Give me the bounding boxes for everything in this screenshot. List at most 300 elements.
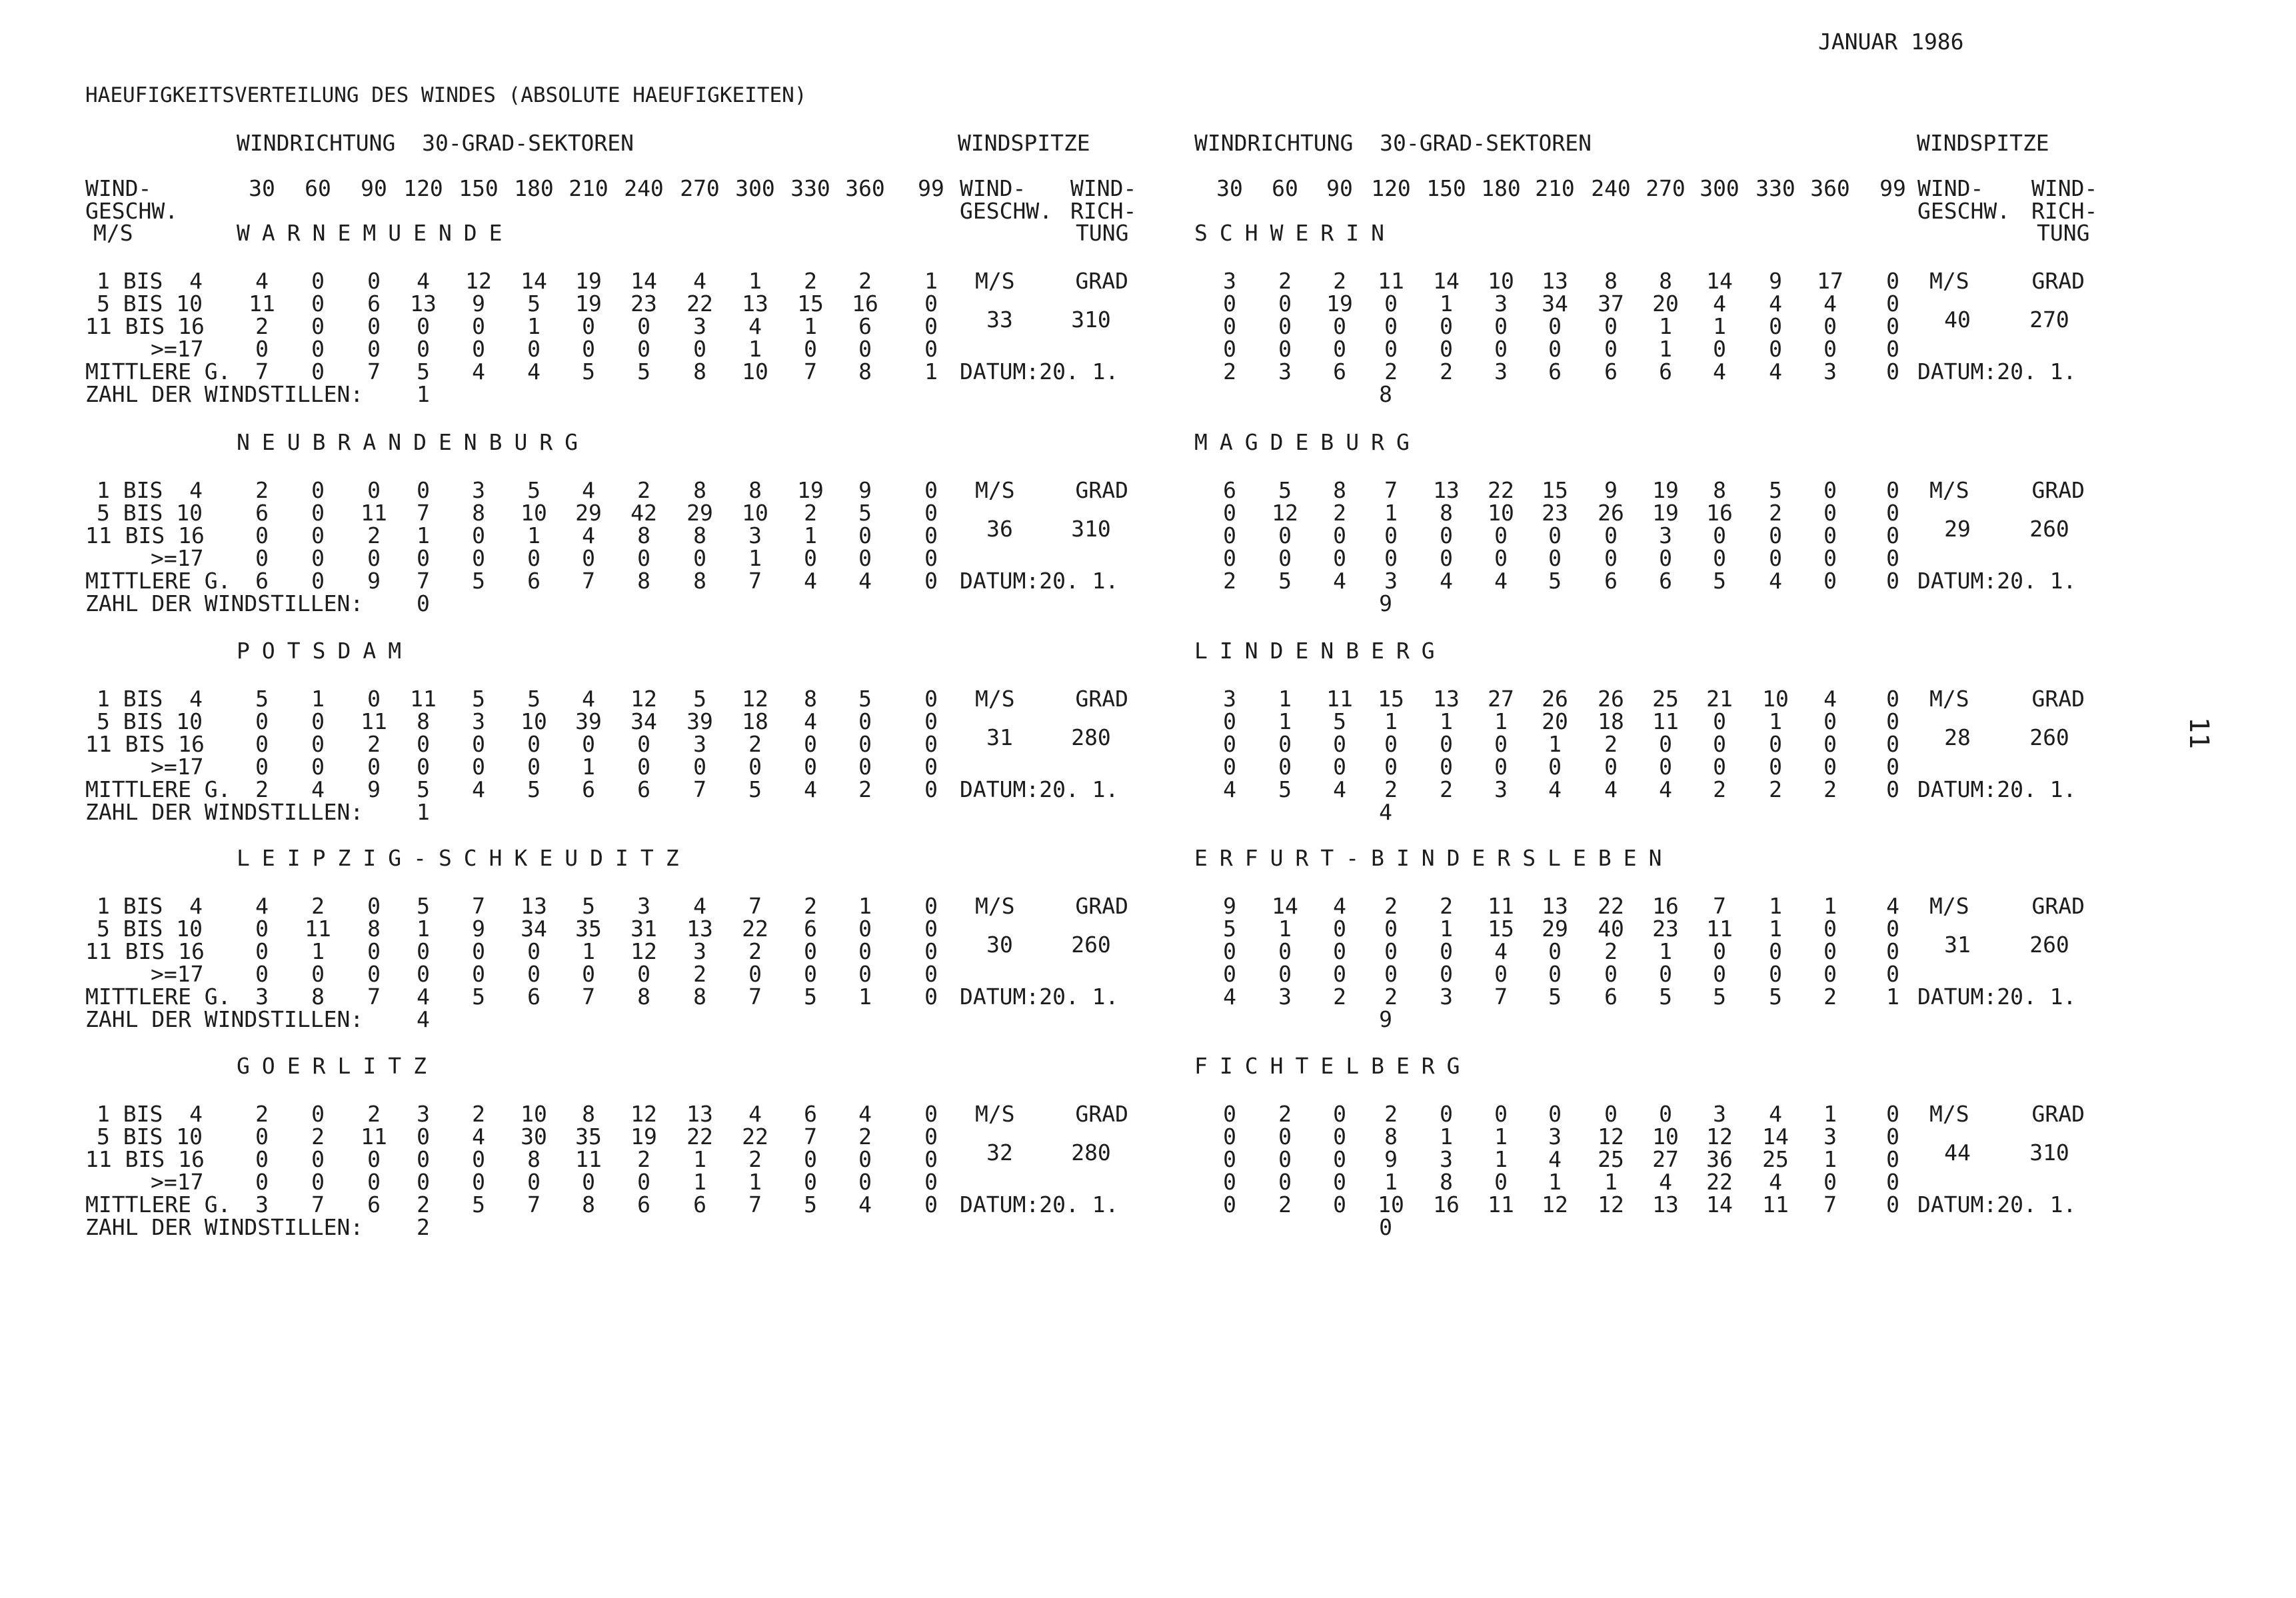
- table-cell: 14: [1706, 268, 1733, 294]
- table-cell: 0: [1713, 336, 1726, 362]
- table-cell: 0: [1333, 1169, 1346, 1195]
- table-cell: 11: [305, 916, 331, 942]
- spitze-grad-value: 260: [1071, 932, 1111, 958]
- table-cell: 0: [582, 1169, 595, 1195]
- table-cell: 0: [1278, 545, 1292, 571]
- mittlere-cell: 0: [1223, 1192, 1236, 1217]
- mittlere-cell: 4: [1769, 568, 1782, 594]
- table-cell: 9: [1384, 1146, 1398, 1172]
- table-cell: 0: [311, 708, 325, 734]
- table-cell: 1: [1659, 313, 1672, 339]
- spitze-ms-value: 31: [1944, 932, 1971, 958]
- table-cell: 1: [1278, 708, 1292, 734]
- mittlere-cell: 16: [1433, 1192, 1460, 1217]
- table-cell: 0: [1823, 961, 1837, 987]
- table-cell: 8: [1333, 477, 1346, 503]
- table-cell: 8: [1440, 1169, 1453, 1195]
- table-cell: 0: [1278, 291, 1292, 317]
- table-cell: 12: [1272, 500, 1298, 526]
- table-cell: 25: [1598, 1146, 1624, 1172]
- row-label: 5 BIS 10: [97, 916, 203, 942]
- table-cell: 19: [1652, 477, 1679, 503]
- table-cell: 0: [417, 938, 430, 964]
- mittlere-cell: 1: [924, 359, 938, 385]
- sector-header: 240: [1591, 175, 1631, 201]
- table-cell: 2: [1333, 500, 1346, 526]
- table-cell: 0: [1548, 313, 1562, 339]
- table-cell: 0: [1384, 522, 1398, 548]
- table-cell: 0: [693, 336, 706, 362]
- spitze-datum: DATUM:20. 1.: [1917, 1192, 2077, 1217]
- spitze-unit-ms: M/S: [1929, 268, 1969, 294]
- table-cell: 2: [858, 1124, 872, 1150]
- mittlere-cell: 5: [1548, 568, 1562, 594]
- mittlere-cell: 6: [367, 1192, 381, 1217]
- table-cell: 0: [1278, 1146, 1292, 1172]
- table-cell: 0: [1713, 754, 1726, 780]
- spitze-unit-ms: M/S: [975, 686, 1015, 712]
- mittlere-cell: 2: [1823, 984, 1837, 1010]
- table-cell: 7: [748, 893, 762, 919]
- station-name: SCHWERIN: [1194, 220, 1396, 246]
- table-cell: 19: [630, 1124, 657, 1150]
- table-cell: 11: [1706, 916, 1733, 942]
- table-cell: 0: [527, 754, 541, 780]
- spitze-unit-ms: M/S: [1929, 893, 1969, 919]
- table-cell: 0: [1604, 754, 1618, 780]
- table-cell: 0: [1333, 916, 1346, 942]
- table-cell: 4: [472, 1124, 485, 1150]
- header-windrichtung: WINDRICHTUNG 30-GRAD-SEKTOREN: [237, 130, 634, 156]
- table-cell: 4: [693, 268, 706, 294]
- mittlere-cell: 2: [1769, 776, 1782, 802]
- sector-header: 240: [624, 175, 664, 201]
- table-cell: 0: [1494, 731, 1508, 757]
- table-cell: 11: [1488, 893, 1514, 919]
- table-cell: 1: [1713, 313, 1726, 339]
- table-cell: 0: [1494, 754, 1508, 780]
- mittlere-cell: 7: [527, 1192, 541, 1217]
- table-cell: 11: [410, 686, 437, 712]
- windstillen-value: 8: [1379, 381, 1392, 407]
- table-cell: 0: [1223, 938, 1236, 964]
- table-cell: 0: [1440, 731, 1453, 757]
- table-cell: 3: [1223, 686, 1236, 712]
- table-cell: 12: [1598, 1124, 1624, 1150]
- windstillen-value: 9: [1379, 1006, 1392, 1032]
- sector-header: 360: [1810, 175, 1850, 201]
- mittlere-cell: 6: [637, 1192, 650, 1217]
- table-cell: 0: [1223, 522, 1236, 548]
- table-cell: 14: [1272, 893, 1298, 919]
- table-cell: 34: [521, 916, 547, 942]
- table-cell: 11: [249, 291, 275, 317]
- table-cell: 2: [804, 268, 817, 294]
- table-cell: 0: [255, 916, 269, 942]
- mittlere-cell: 5: [804, 984, 817, 1010]
- table-cell: 0: [1886, 916, 1899, 942]
- table-cell: 1: [1769, 708, 1782, 734]
- table-cell: 0: [1886, 708, 1899, 734]
- mittlere-cell: 4: [858, 568, 872, 594]
- table-cell: 8: [1659, 268, 1672, 294]
- table-cell: 0: [367, 545, 381, 571]
- table-cell: 0: [1886, 268, 1899, 294]
- table-cell: 0: [255, 731, 269, 757]
- table-cell: 0: [311, 313, 325, 339]
- table-cell: 0: [1333, 1101, 1346, 1127]
- spitze-ms-value: 33: [986, 307, 1013, 333]
- sector-header: 210: [1535, 175, 1575, 201]
- table-cell: 1: [527, 313, 541, 339]
- table-cell: 3: [1713, 1101, 1726, 1127]
- spitze-grad-value: 310: [2029, 1140, 2069, 1166]
- mittlere-cell: 4: [1604, 776, 1618, 802]
- table-cell: 0: [1223, 1101, 1236, 1127]
- table-cell: 0: [804, 938, 817, 964]
- table-cell: 0: [1823, 522, 1837, 548]
- table-cell: 1: [417, 916, 430, 942]
- table-cell: 0: [858, 754, 872, 780]
- table-cell: 36: [1706, 1146, 1733, 1172]
- mittlere-cell: 0: [311, 359, 325, 385]
- table-cell: 2: [367, 731, 381, 757]
- spitze-unit-grad: GRAD: [1075, 1101, 1128, 1127]
- mittlere-cell: 5: [748, 776, 762, 802]
- spitze-ms-value: 32: [986, 1140, 1013, 1166]
- mittlere-cell: 4: [1713, 359, 1726, 385]
- table-cell: 0: [924, 477, 938, 503]
- mittlere-cell: 0: [924, 984, 938, 1010]
- table-cell: 0: [472, 754, 485, 780]
- table-cell: 0: [1823, 754, 1837, 780]
- table-cell: 16: [1652, 893, 1679, 919]
- header-spitze-richtung: WIND-: [1070, 175, 1137, 201]
- table-cell: 17: [1817, 268, 1843, 294]
- table-cell: 0: [1769, 961, 1782, 987]
- table-cell: 12: [1706, 1124, 1733, 1150]
- table-cell: 0: [637, 313, 650, 339]
- table-cell: 2: [255, 313, 269, 339]
- mittlere-cell: 3: [1494, 776, 1508, 802]
- table-cell: 4: [1769, 1101, 1782, 1127]
- mittlere-cell: 7: [748, 568, 762, 594]
- table-cell: 8: [1604, 268, 1618, 294]
- table-cell: 8: [637, 522, 650, 548]
- table-cell: 0: [924, 522, 938, 548]
- table-cell: 1: [1823, 893, 1837, 919]
- sector-header: 90: [1326, 175, 1353, 201]
- table-cell: 0: [255, 961, 269, 987]
- table-cell: 0: [1278, 313, 1292, 339]
- table-cell: 4: [858, 1101, 872, 1127]
- sector-header: 360: [845, 175, 885, 201]
- table-cell: 8: [693, 477, 706, 503]
- table-cell: 14: [1433, 268, 1460, 294]
- table-cell: 0: [527, 336, 541, 362]
- table-cell: 0: [858, 938, 872, 964]
- row-label: 1 BIS 4: [97, 1101, 203, 1127]
- mittlere-cell: 2: [1333, 984, 1346, 1010]
- table-cell: 0: [924, 686, 938, 712]
- table-cell: 2: [1278, 268, 1292, 294]
- table-cell: 1: [582, 938, 595, 964]
- header-spitze-richtung: RICH-: [2031, 198, 2098, 224]
- table-cell: 8: [693, 522, 706, 548]
- table-cell: 0: [1494, 545, 1508, 571]
- table-cell: 0: [1823, 1169, 1837, 1195]
- table-cell: 0: [417, 313, 430, 339]
- table-cell: 34: [630, 708, 657, 734]
- mittlere-cell: 11: [1762, 1192, 1789, 1217]
- table-cell: 1: [527, 522, 541, 548]
- page-number: 11: [2183, 716, 2215, 750]
- table-cell: 14: [521, 268, 547, 294]
- table-cell: 29: [686, 500, 713, 526]
- table-cell: 1: [1823, 1101, 1837, 1127]
- table-cell: 2: [804, 893, 817, 919]
- table-cell: 42: [630, 500, 657, 526]
- table-cell: 0: [1886, 313, 1899, 339]
- mittlere-cell: 4: [1494, 568, 1508, 594]
- mittlere-cell: 7: [255, 359, 269, 385]
- table-cell: 4: [804, 708, 817, 734]
- table-cell: 3: [637, 893, 650, 919]
- table-cell: 0: [1713, 938, 1726, 964]
- mittlere-cell: 0: [1886, 776, 1899, 802]
- table-cell: 26: [1542, 686, 1568, 712]
- sector-header: 330: [790, 175, 830, 201]
- header-spitze-richtung: TUNG: [1076, 220, 1129, 246]
- table-cell: 0: [1333, 938, 1346, 964]
- table-cell: 0: [367, 961, 381, 987]
- table-cell: 0: [637, 336, 650, 362]
- table-cell: 10: [1762, 686, 1789, 712]
- table-cell: 0: [1223, 1124, 1236, 1150]
- table-cell: 6: [255, 500, 269, 526]
- table-cell: 0: [1333, 754, 1346, 780]
- table-cell: 0: [1548, 522, 1562, 548]
- table-cell: 40: [1598, 916, 1624, 942]
- table-cell: 10: [521, 1101, 547, 1127]
- mittlere-cell: 5: [1548, 984, 1562, 1010]
- table-cell: 8: [527, 1146, 541, 1172]
- mittlere-cell: 4: [527, 359, 541, 385]
- table-cell: 0: [858, 1169, 872, 1195]
- table-cell: 0: [1440, 313, 1453, 339]
- spitze-datum: DATUM:20. 1.: [1917, 359, 2077, 385]
- table-cell: 22: [686, 1124, 713, 1150]
- windstillen-label: ZAHL DER WINDSTILLEN:: [85, 590, 364, 616]
- table-cell: 15: [1378, 686, 1404, 712]
- mittlere-cell: 6: [1659, 568, 1672, 594]
- table-cell: 0: [582, 313, 595, 339]
- table-cell: 1: [1440, 1124, 1453, 1150]
- table-cell: 3: [1659, 522, 1672, 548]
- mittlere-cell: 4: [472, 359, 485, 385]
- spitze-grad-value: 260: [2029, 516, 2069, 542]
- mittlere-cell: 2: [1384, 984, 1398, 1010]
- mittlere-cell: 4: [1333, 776, 1346, 802]
- table-cell: 0: [1384, 938, 1398, 964]
- mittlere-cell: 2: [417, 1192, 430, 1217]
- table-cell: 2: [637, 477, 650, 503]
- table-cell: 1: [1659, 938, 1672, 964]
- table-cell: 0: [1494, 313, 1508, 339]
- table-cell: 0: [1886, 686, 1899, 712]
- table-cell: 0: [1886, 1124, 1899, 1150]
- sector-header: 270: [680, 175, 720, 201]
- mittlere-cell: 7: [804, 359, 817, 385]
- table-cell: 4: [582, 686, 595, 712]
- row-label: 5 BIS 10: [97, 500, 203, 526]
- mittlere-cell: 6: [255, 568, 269, 594]
- table-cell: 0: [1769, 336, 1782, 362]
- table-cell: 12: [465, 268, 492, 294]
- station-name: POTSDAM: [237, 638, 414, 664]
- table-cell: 0: [1278, 1169, 1292, 1195]
- mittlere-cell: 5: [1278, 568, 1292, 594]
- mittlere-cell: 5: [1769, 984, 1782, 1010]
- table-cell: 2: [748, 731, 762, 757]
- table-cell: 0: [1659, 1101, 1672, 1127]
- table-cell: 0: [1440, 938, 1453, 964]
- mittlere-cell: 8: [582, 1192, 595, 1217]
- table-cell: 3: [693, 938, 706, 964]
- mittlere-cell: 2: [1223, 568, 1236, 594]
- table-cell: 13: [410, 291, 437, 317]
- mittlere-cell: 12: [1542, 1192, 1568, 1217]
- table-cell: 0: [1659, 754, 1672, 780]
- table-cell: 4: [748, 1101, 762, 1127]
- spitze-grad-value: 310: [1071, 307, 1111, 333]
- mittlere-cell: 5: [637, 359, 650, 385]
- table-cell: 0: [804, 336, 817, 362]
- station-name: GOERLITZ: [237, 1053, 439, 1079]
- header-spitze-richtung: RICH-: [1070, 198, 1137, 224]
- table-cell: 18: [1598, 708, 1624, 734]
- mittlere-cell: 8: [637, 568, 650, 594]
- row-label: 11 BIS 16: [85, 313, 205, 339]
- table-cell: 0: [924, 1169, 938, 1195]
- row-label: 11 BIS 16: [85, 731, 205, 757]
- table-cell: 3: [748, 522, 762, 548]
- table-cell: 0: [1823, 708, 1837, 734]
- mittlere-cell: 4: [472, 776, 485, 802]
- table-cell: 39: [686, 708, 713, 734]
- table-cell: 1: [1494, 1124, 1508, 1150]
- mittlere-cell: 4: [1769, 359, 1782, 385]
- table-cell: 9: [472, 291, 485, 317]
- table-cell: 1: [693, 1146, 706, 1172]
- table-cell: 37: [1598, 291, 1624, 317]
- mittlere-cell: 6: [637, 776, 650, 802]
- table-cell: 0: [1548, 336, 1562, 362]
- row-label: >=17: [151, 961, 204, 987]
- table-cell: 5: [858, 686, 872, 712]
- spitze-datum: DATUM:20. 1.: [960, 1192, 1119, 1217]
- table-cell: 0: [1223, 500, 1236, 526]
- mittlere-cell: 12: [1598, 1192, 1624, 1217]
- sector-header: 210: [569, 175, 608, 201]
- table-cell: 0: [1494, 336, 1508, 362]
- table-cell: 22: [742, 916, 768, 942]
- table-cell: 0: [367, 336, 381, 362]
- table-cell: 4: [1548, 1146, 1562, 1172]
- table-cell: 1: [1604, 1169, 1618, 1195]
- table-cell: 0: [1384, 291, 1398, 317]
- table-cell: 4: [1769, 1169, 1782, 1195]
- spitze-grad-value: 280: [1071, 1140, 1111, 1166]
- table-cell: 0: [1333, 1146, 1346, 1172]
- mittlere-cell: 5: [1659, 984, 1672, 1010]
- mittlere-cell: 5: [472, 568, 485, 594]
- table-cell: 0: [255, 1169, 269, 1195]
- table-cell: 5: [472, 686, 485, 712]
- table-cell: 5: [255, 686, 269, 712]
- table-cell: 0: [1278, 1124, 1292, 1150]
- table-cell: 0: [417, 336, 430, 362]
- row-label: >=17: [151, 545, 204, 571]
- station-name: ERFURT-BINDERSLEBEN: [1194, 845, 1674, 871]
- table-cell: 4: [1823, 291, 1837, 317]
- table-cell: 0: [527, 938, 541, 964]
- table-cell: 23: [630, 291, 657, 317]
- mittlere-cell: 4: [1659, 776, 1672, 802]
- table-cell: 30: [521, 1124, 547, 1150]
- mittlere-cell: 13: [1652, 1192, 1679, 1217]
- table-cell: 6: [367, 291, 381, 317]
- table-cell: 0: [1440, 545, 1453, 571]
- mittlere-cell: 1: [858, 984, 872, 1010]
- table-cell: 13: [521, 893, 547, 919]
- table-cell: 0: [1278, 336, 1292, 362]
- spitze-unit-ms: M/S: [975, 268, 1015, 294]
- table-cell: 0: [527, 961, 541, 987]
- spitze-unit-grad: GRAD: [1075, 268, 1128, 294]
- sector-header: 150: [459, 175, 499, 201]
- table-cell: 6: [804, 916, 817, 942]
- table-cell: 25: [1762, 1146, 1789, 1172]
- spitze-unit-ms: M/S: [1929, 686, 1969, 712]
- mittlere-cell: 0: [1886, 568, 1899, 594]
- table-cell: 0: [311, 1101, 325, 1127]
- table-cell: 12: [630, 1101, 657, 1127]
- table-cell: 0: [1604, 545, 1618, 571]
- windstillen-value: 2: [417, 1214, 430, 1240]
- table-cell: 20: [1542, 708, 1568, 734]
- table-cell: 0: [255, 336, 269, 362]
- table-cell: 2: [748, 938, 762, 964]
- table-cell: 0: [1384, 961, 1398, 987]
- header-spitze-geschw: WIND-: [960, 175, 1026, 201]
- mittlere-cell: 6: [1333, 359, 1346, 385]
- table-cell: 0: [924, 1124, 938, 1150]
- header-spitze-richtung: TUNG: [2037, 220, 2090, 246]
- table-cell: 0: [311, 545, 325, 571]
- table-cell: 1: [311, 938, 325, 964]
- table-cell: 0: [858, 961, 872, 987]
- table-cell: 5: [1223, 916, 1236, 942]
- table-cell: 0: [804, 961, 817, 987]
- spitze-grad-value: 270: [2029, 307, 2069, 333]
- table-cell: 4: [693, 893, 706, 919]
- station-name: WARNEMUENDE: [237, 220, 515, 246]
- table-cell: 26: [1598, 500, 1624, 526]
- row-label: MITTLERE G.: [85, 776, 231, 802]
- table-cell: 0: [1769, 731, 1782, 757]
- table-cell: 0: [1769, 545, 1782, 571]
